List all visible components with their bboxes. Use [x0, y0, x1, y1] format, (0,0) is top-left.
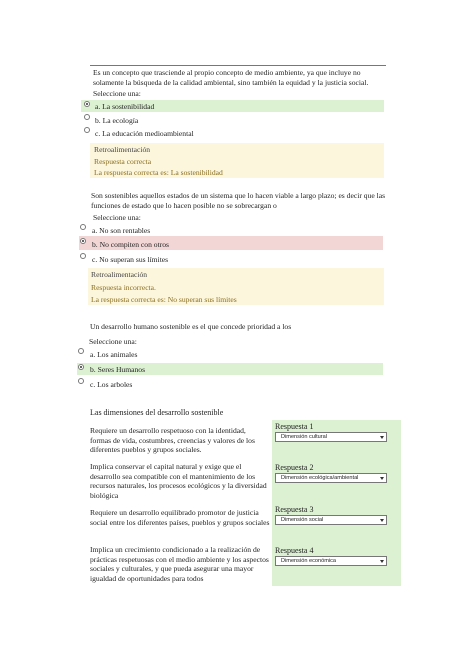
radio-button-icon[interactable]: [84, 101, 90, 107]
answer-select-4[interactable]: [275, 556, 387, 566]
answer-label-4: Respuesta 4: [275, 546, 314, 555]
q3-option-b[interactable]: b. Seres Humanos: [90, 365, 146, 374]
answer-label-3: Respuesta 3: [275, 505, 314, 514]
question-3-text: Un desarrollo humano sostenible es el que concede prioridad a los: [90, 322, 292, 331]
feedback-status: Respuesta incorrecta.: [91, 283, 156, 292]
q2-option-a[interactable]: a. No son rentables: [92, 226, 151, 235]
select-value: Dimensión ecológica/ambiental: [281, 475, 359, 481]
question-2-text: Son sostenibles aquellos estados de un sistema que lo hacen viable a largo plazo; es decir que las funciones de estado que lo hacen posible no se sobrecargan o: [91, 191, 386, 210]
q2-option-b[interactable]: b. No compiten con otros: [92, 240, 169, 249]
chevron-down-icon: [380, 436, 384, 439]
q2-option-c[interactable]: c. No superan sus límites: [92, 255, 169, 264]
select-value: Dimensión social: [281, 517, 324, 523]
chevron-down-icon: [380, 519, 384, 522]
question-1-text: Es un concepto que trasciende al propio concepto de medio ambiente, ya que incluye no solamente la búsqueda de la calidad ambiental, sino también la equidad y la justicia social.: [93, 68, 369, 87]
q1-option-c[interactable]: c. La educación medioambiental: [95, 129, 194, 138]
q1-option-a[interactable]: a. La sostenibilidad: [95, 102, 155, 111]
radio-button-icon[interactable]: [78, 364, 84, 370]
q1-option-b[interactable]: b. La ecología: [95, 116, 139, 125]
answer-select-3[interactable]: [275, 515, 387, 525]
q3-option-c[interactable]: c. Los arboles: [90, 380, 133, 389]
question-2-prompt: Seleccione una:: [93, 213, 141, 222]
feedback-status: Respuesta correcta: [94, 157, 152, 166]
radio-button-icon[interactable]: [80, 238, 86, 244]
radio-button-icon[interactable]: [78, 378, 84, 384]
chevron-down-icon: [380, 477, 384, 480]
answer-select-2[interactable]: [275, 473, 387, 483]
feedback-title: Retroalimentación: [94, 145, 151, 154]
select-value: Dimensión económica: [281, 558, 337, 564]
radio-button-icon[interactable]: [84, 127, 90, 133]
radio-button-icon[interactable]: [78, 348, 84, 354]
question-1-prompt: Seleccione una:: [93, 89, 141, 98]
feedback-answer: La respuesta correcta es: La sostenibilidad: [94, 168, 223, 177]
feedback-title: Retroalimentación: [91, 270, 148, 279]
match-item-2: Implica conservar el capital natural y exige que el desarrollo sea compatible con el mantenimiento de los recursos naturales, los procesos ecológicos y la diversidad biológica: [90, 462, 267, 500]
answer-select-1[interactable]: [275, 432, 387, 442]
radio-button-icon[interactable]: [84, 114, 90, 120]
feedback-answer: La respuesta correcta es: No superan sus límites: [91, 295, 237, 304]
q3-option-a[interactable]: a. Los animales: [90, 350, 138, 359]
match-item-1: Requiere un desarrollo respetuoso con la identidad, formas de vida, costumbres, creencias y valores de los diferentes pueblos y grupos sociales.: [90, 426, 255, 454]
match-item-4: Implica un crecimiento condicionado a la realización de prácticas respetuosas con el medio ambiente y los aspectos sociales y culturales, y que pueda asegurar una mayor igualdad de oportunidades para todos: [90, 545, 269, 583]
question-3-prompt: Seleccione una:: [89, 337, 137, 346]
match-item-3: Requiere un desarrollo equilibrado promotor de justicia social entre los diferentes países, pueblos y grupos sociales: [90, 508, 270, 527]
select-value: Dimensión cultural: [281, 434, 328, 440]
answer-label-2: Respuesta 2: [275, 463, 314, 472]
radio-button-icon[interactable]: [80, 253, 86, 259]
question-divider: [90, 65, 386, 66]
chevron-down-icon: [380, 560, 384, 563]
answer-label-1: Respuesta 1: [275, 422, 314, 431]
radio-button-icon[interactable]: [80, 224, 86, 230]
question-4-title: Las dimensiones del desarrollo sostenible: [90, 408, 224, 417]
